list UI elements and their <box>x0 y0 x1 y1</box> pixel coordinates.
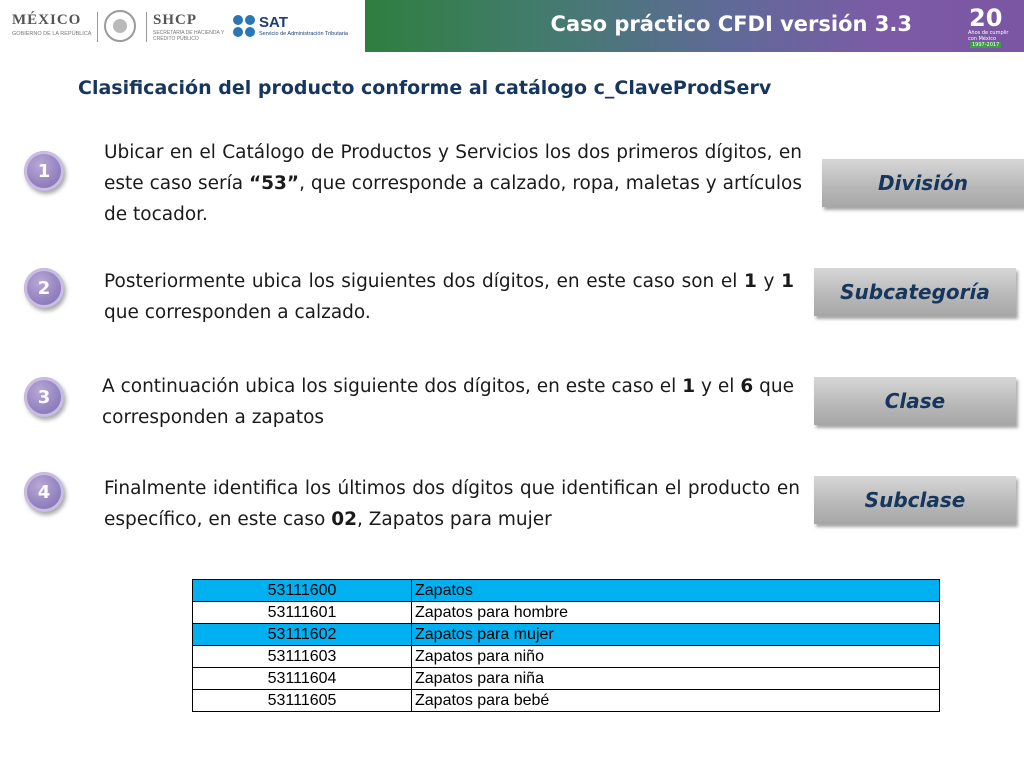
slide-title: Caso práctico CFDI versión 3.3 <box>550 12 912 36</box>
sat-logo-sub: Servicio de Administración Tributaria <box>259 31 348 37</box>
title-bar <box>365 0 1024 52</box>
mexico-logo-name: MÉXICO <box>12 12 82 28</box>
classification-level-label: Subclase <box>814 476 1016 524</box>
product-code-cell: 53111603 <box>193 646 412 668</box>
step-number-badge: 3 <box>24 377 64 417</box>
step-number-badge: 1 <box>24 151 64 191</box>
anniversary-years: 1997-2017 <box>972 42 1000 48</box>
product-code-table <box>192 579 940 712</box>
table-row <box>193 690 940 712</box>
header <box>0 0 1024 52</box>
shcp-logo-sub: SECRETARÍA DE HACIENDA Y CRÉDITO PÚBLICO <box>153 30 225 42</box>
step-description: Ubicar en el Catálogo de Productos y Servicios los dos primeros dígitos, en este caso sería “53”, que corresponde a calzado, ropa, maletas y artículos de tocador. <box>104 142 802 225</box>
shcp-logo <box>153 12 228 42</box>
product-code-cell: 53111604 <box>193 668 412 690</box>
logo-divider <box>97 12 98 42</box>
classification-level-label: Clase <box>814 377 1016 425</box>
national-seal-icon <box>104 10 136 42</box>
step-description: Finalmente identifica los últimos dos dígitos que identifican el producto en específico, en este caso 02, Zapatos para mujer <box>104 478 800 530</box>
table-row <box>193 624 940 646</box>
table-row <box>193 668 940 690</box>
step-description: Posteriormente ubica los siguientes dos dígitos, en este caso son el 1 y 1 que corresponden a calzado. <box>104 271 794 323</box>
classification-level-label: División <box>822 159 1024 207</box>
mexico-logo-sub: GOBIERNO DE LA REPÚBLICA <box>12 31 92 37</box>
sat-logo-name: SAT <box>259 14 288 31</box>
anniversary-text: Años de cumplir con México <box>968 30 1009 42</box>
product-code-cell: 53111605 <box>193 690 412 712</box>
anniversary-number: 20 <box>969 4 1003 32</box>
product-description-cell: Zapatos para niño <box>412 646 940 668</box>
product-description-cell: Zapatos para bebé <box>412 690 940 712</box>
product-code-cell: 53111601 <box>193 602 412 624</box>
anniversary-logo <box>964 4 1014 50</box>
step-description: A continuación ubica los siguiente dos dígitos, en este caso el 1 y el 6 que corresponden a zapatos <box>102 376 794 428</box>
sat-mark-icon <box>233 15 257 39</box>
shcp-logo-name: SHCP <box>153 12 198 28</box>
table-row <box>193 646 940 668</box>
product-code-cell: 53111602 <box>193 624 412 646</box>
product-description-cell: Zapatos para niña <box>412 668 940 690</box>
step-number-badge: 4 <box>24 472 64 512</box>
product-description-cell: Zapatos <box>412 580 940 602</box>
logo-strip <box>0 0 365 52</box>
product-code-cell: 53111600 <box>193 580 412 602</box>
sat-logo <box>233 14 363 40</box>
product-description-cell: Zapatos para mujer <box>412 624 940 646</box>
mexico-logo <box>12 12 92 37</box>
product-description-cell: Zapatos para hombre <box>412 602 940 624</box>
table-row <box>193 602 940 624</box>
table-row <box>193 580 940 602</box>
step-number-badge: 2 <box>24 268 64 308</box>
logo-divider <box>146 12 147 42</box>
section-subtitle: Clasificación del producto conforme al catálogo c_ClaveProdServ <box>78 77 772 99</box>
classification-level-label: Subcategoría <box>814 268 1016 316</box>
